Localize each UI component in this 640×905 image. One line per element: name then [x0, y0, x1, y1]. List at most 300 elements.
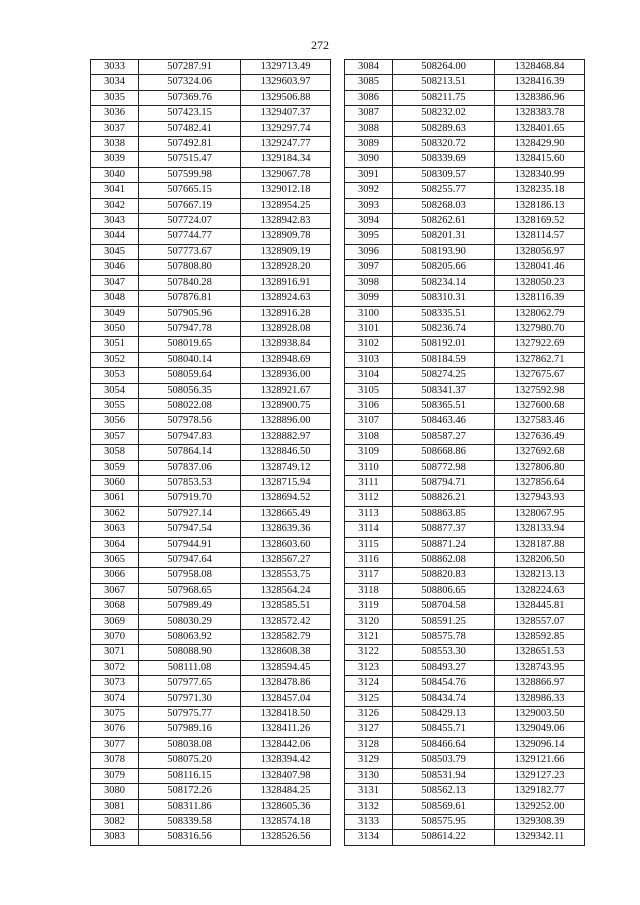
- table-row: [345, 306, 585, 321]
- table-row: [345, 106, 585, 121]
- point-number-cell: 3100: [345, 306, 393, 321]
- point-number-cell: 3102: [345, 337, 393, 352]
- y-coordinate-cell: 1329342.11: [495, 830, 585, 845]
- x-coordinate-cell: 508862.08: [393, 553, 495, 568]
- table-row: [345, 152, 585, 167]
- y-coordinate-cell: 1328936.00: [241, 368, 331, 383]
- x-coordinate-cell: 507958.08: [139, 568, 241, 583]
- y-coordinate-cell: 1328484.25: [241, 784, 331, 799]
- y-coordinate-cell: 1327600.68: [495, 398, 585, 413]
- y-coordinate-cell: 1329603.97: [241, 75, 331, 90]
- point-number-cell: 3134: [345, 830, 393, 845]
- table-row: [345, 583, 585, 598]
- x-coordinate-cell: 508668.86: [393, 445, 495, 460]
- x-coordinate-cell: 507482.41: [139, 121, 241, 136]
- point-number-cell: 3107: [345, 414, 393, 429]
- table-row: [91, 321, 331, 336]
- x-coordinate-cell: 507492.81: [139, 137, 241, 152]
- point-number-cell: 3076: [91, 722, 139, 737]
- point-number-cell: 3060: [91, 475, 139, 490]
- table-row: [345, 214, 585, 229]
- y-coordinate-cell: 1328050.23: [495, 275, 585, 290]
- y-coordinate-cell: 1328942.83: [241, 214, 331, 229]
- point-number-cell: 3034: [91, 75, 139, 90]
- table-row: [345, 707, 585, 722]
- y-coordinate-cell: 1328340.99: [495, 167, 585, 182]
- y-coordinate-cell: 1328564.24: [241, 583, 331, 598]
- y-coordinate-cell: 1328133.94: [495, 522, 585, 537]
- point-number-cell: 3074: [91, 691, 139, 706]
- x-coordinate-cell: 508040.14: [139, 352, 241, 367]
- x-coordinate-cell: 508268.03: [393, 198, 495, 213]
- x-coordinate-cell: 507369.76: [139, 90, 241, 105]
- table-row: [345, 722, 585, 737]
- point-number-cell: 3051: [91, 337, 139, 352]
- x-coordinate-cell: 508030.29: [139, 614, 241, 629]
- point-number-cell: 3064: [91, 537, 139, 552]
- x-coordinate-cell: 507927.14: [139, 506, 241, 521]
- table-row: [345, 121, 585, 136]
- table-row: [91, 137, 331, 152]
- table-row: [91, 214, 331, 229]
- point-number-cell: 3065: [91, 553, 139, 568]
- point-number-cell: 3086: [345, 90, 393, 105]
- x-coordinate-cell: 507947.64: [139, 553, 241, 568]
- table-row: [345, 383, 585, 398]
- table-row: [345, 614, 585, 629]
- y-coordinate-cell: 1329012.18: [241, 183, 331, 198]
- y-coordinate-cell: 1328900.75: [241, 398, 331, 413]
- point-number-cell: 3050: [91, 321, 139, 336]
- point-number-cell: 3049: [91, 306, 139, 321]
- x-coordinate-cell: 508820.83: [393, 568, 495, 583]
- y-coordinate-cell: 1328909.78: [241, 229, 331, 244]
- point-number-cell: 3070: [91, 630, 139, 645]
- y-coordinate-cell: 1328411.26: [241, 722, 331, 737]
- table-row: [91, 445, 331, 460]
- point-number-cell: 3047: [91, 275, 139, 290]
- table-row: [345, 753, 585, 768]
- x-coordinate-cell: 508365.51: [393, 398, 495, 413]
- x-coordinate-cell: 507864.14: [139, 445, 241, 460]
- y-coordinate-cell: 1328594.45: [241, 660, 331, 675]
- point-number-cell: 3105: [345, 383, 393, 398]
- table-row: [91, 691, 331, 706]
- x-coordinate-cell: 508201.31: [393, 229, 495, 244]
- x-coordinate-cell: 508562.13: [393, 784, 495, 799]
- y-coordinate-cell: 1328938.84: [241, 337, 331, 352]
- point-number-cell: 3084: [345, 60, 393, 75]
- table-row: [91, 398, 331, 413]
- y-coordinate-cell: 1328896.00: [241, 414, 331, 429]
- point-number-cell: 3132: [345, 799, 393, 814]
- y-coordinate-cell: 1328567.27: [241, 553, 331, 568]
- x-coordinate-cell: 508871.24: [393, 537, 495, 552]
- x-coordinate-cell: 507978.56: [139, 414, 241, 429]
- point-number-cell: 3114: [345, 522, 393, 537]
- table-row: [345, 291, 585, 306]
- table-row: [345, 522, 585, 537]
- table-row: [345, 830, 585, 845]
- y-coordinate-cell: 1328235.18: [495, 183, 585, 198]
- x-coordinate-cell: 508794.71: [393, 475, 495, 490]
- x-coordinate-cell: 508826.21: [393, 491, 495, 506]
- table-row: [91, 260, 331, 275]
- point-number-cell: 3116: [345, 553, 393, 568]
- x-coordinate-cell: 507837.06: [139, 460, 241, 475]
- x-coordinate-cell: 508274.25: [393, 368, 495, 383]
- y-coordinate-cell: 1328582.79: [241, 630, 331, 645]
- table-row: [91, 707, 331, 722]
- y-coordinate-cell: 1328114.57: [495, 229, 585, 244]
- point-number-cell: 3122: [345, 645, 393, 660]
- x-coordinate-cell: 508309.57: [393, 167, 495, 182]
- x-coordinate-cell: 508213.51: [393, 75, 495, 90]
- table-row: [91, 306, 331, 321]
- point-number-cell: 3104: [345, 368, 393, 383]
- table-row: [91, 337, 331, 352]
- x-coordinate-cell: 508262.61: [393, 214, 495, 229]
- y-coordinate-cell: 1328186.13: [495, 198, 585, 213]
- y-coordinate-cell: 1329247.77: [241, 137, 331, 152]
- y-coordinate-cell: 1328921.67: [241, 383, 331, 398]
- table-row: [345, 768, 585, 783]
- table-row: [345, 244, 585, 259]
- x-coordinate-cell: 508877.37: [393, 522, 495, 537]
- table-row: [91, 244, 331, 259]
- y-coordinate-cell: 1328213.13: [495, 568, 585, 583]
- table-row: [345, 814, 585, 829]
- point-number-cell: 3089: [345, 137, 393, 152]
- y-coordinate-cell: 1328416.39: [495, 75, 585, 90]
- point-number-cell: 3075: [91, 707, 139, 722]
- x-coordinate-cell: 508553.30: [393, 645, 495, 660]
- x-coordinate-cell: 508059.64: [139, 368, 241, 383]
- y-coordinate-cell: 1329096.14: [495, 737, 585, 752]
- point-number-cell: 3121: [345, 630, 393, 645]
- point-number-cell: 3109: [345, 445, 393, 460]
- x-coordinate-cell: 508772.98: [393, 460, 495, 475]
- point-number-cell: 3095: [345, 229, 393, 244]
- table-row: [91, 784, 331, 799]
- y-coordinate-cell: 1328866.97: [495, 676, 585, 691]
- y-coordinate-cell: 1327862.71: [495, 352, 585, 367]
- point-number-cell: 3071: [91, 645, 139, 660]
- x-coordinate-cell: 508236.74: [393, 321, 495, 336]
- x-coordinate-cell: 507944.91: [139, 537, 241, 552]
- y-coordinate-cell: 1328605.36: [241, 799, 331, 814]
- table-row: [91, 90, 331, 105]
- table-row: [91, 660, 331, 675]
- x-coordinate-cell: 508575.95: [393, 814, 495, 829]
- table-row: [345, 553, 585, 568]
- table-row: [91, 830, 331, 845]
- x-coordinate-cell: 508184.59: [393, 352, 495, 367]
- y-coordinate-cell: 1327592.98: [495, 383, 585, 398]
- point-number-cell: 3112: [345, 491, 393, 506]
- x-coordinate-cell: 508211.75: [393, 90, 495, 105]
- table-row: [91, 737, 331, 752]
- y-coordinate-cell: 1328954.25: [241, 198, 331, 213]
- point-number-cell: 3035: [91, 90, 139, 105]
- table-row: [91, 568, 331, 583]
- table-row: [345, 445, 585, 460]
- y-coordinate-cell: 1327856.64: [495, 475, 585, 490]
- x-coordinate-cell: 507808.80: [139, 260, 241, 275]
- y-coordinate-cell: 1329713.49: [241, 60, 331, 75]
- point-number-cell: 3048: [91, 291, 139, 306]
- y-coordinate-cell: 1328694.52: [241, 491, 331, 506]
- x-coordinate-cell: 508339.69: [393, 152, 495, 167]
- x-coordinate-cell: 508575.78: [393, 630, 495, 645]
- point-number-cell: 3123: [345, 660, 393, 675]
- x-coordinate-cell: 507773.67: [139, 244, 241, 259]
- x-coordinate-cell: 508075.20: [139, 753, 241, 768]
- x-coordinate-cell: 508863.85: [393, 506, 495, 521]
- coordinates-table-left: [90, 59, 331, 846]
- x-coordinate-cell: 508531.94: [393, 768, 495, 783]
- x-coordinate-cell: 507665.15: [139, 183, 241, 198]
- table-row: [345, 398, 585, 413]
- table-row: [345, 414, 585, 429]
- point-number-cell: 3057: [91, 429, 139, 444]
- y-coordinate-cell: 1328651.53: [495, 645, 585, 660]
- point-number-cell: 3046: [91, 260, 139, 275]
- y-coordinate-cell: 1328116.39: [495, 291, 585, 306]
- table-row: [345, 275, 585, 290]
- point-number-cell: 3129: [345, 753, 393, 768]
- y-coordinate-cell: 1328715.94: [241, 475, 331, 490]
- y-coordinate-cell: 1327692.68: [495, 445, 585, 460]
- y-coordinate-cell: 1328592.85: [495, 630, 585, 645]
- point-number-cell: 3091: [345, 167, 393, 182]
- y-coordinate-cell: 1328639.36: [241, 522, 331, 537]
- x-coordinate-cell: 507971.30: [139, 691, 241, 706]
- y-coordinate-cell: 1329067.78: [241, 167, 331, 182]
- y-coordinate-cell: 1329184.34: [241, 152, 331, 167]
- point-number-cell: 3058: [91, 445, 139, 460]
- point-number-cell: 3069: [91, 614, 139, 629]
- point-number-cell: 3111: [345, 475, 393, 490]
- y-coordinate-cell: 1329297.74: [241, 121, 331, 136]
- point-number-cell: 3110: [345, 460, 393, 475]
- point-number-cell: 3062: [91, 506, 139, 521]
- x-coordinate-cell: 508056.35: [139, 383, 241, 398]
- table-row: [345, 784, 585, 799]
- y-coordinate-cell: 1328585.51: [241, 599, 331, 614]
- table-row: [345, 321, 585, 336]
- table-row: [91, 121, 331, 136]
- y-coordinate-cell: 1328846.50: [241, 445, 331, 460]
- y-coordinate-cell: 1328743.95: [495, 660, 585, 675]
- x-coordinate-cell: 508234.14: [393, 275, 495, 290]
- table-row: [91, 814, 331, 829]
- point-number-cell: 3085: [345, 75, 393, 90]
- table-row: [91, 291, 331, 306]
- x-coordinate-cell: 508493.27: [393, 660, 495, 675]
- point-number-cell: 3117: [345, 568, 393, 583]
- x-coordinate-cell: 508116.15: [139, 768, 241, 783]
- point-number-cell: 3106: [345, 398, 393, 413]
- x-coordinate-cell: 507287.91: [139, 60, 241, 75]
- y-coordinate-cell: 1328383.78: [495, 106, 585, 121]
- x-coordinate-cell: 507968.65: [139, 583, 241, 598]
- y-coordinate-cell: 1329407.37: [241, 106, 331, 121]
- table-row: [91, 522, 331, 537]
- x-coordinate-cell: 508335.51: [393, 306, 495, 321]
- y-coordinate-cell: 1328457.04: [241, 691, 331, 706]
- x-coordinate-cell: 507744.77: [139, 229, 241, 244]
- y-coordinate-cell: 1328928.08: [241, 321, 331, 336]
- point-number-cell: 3081: [91, 799, 139, 814]
- x-coordinate-cell: 508587.27: [393, 429, 495, 444]
- point-number-cell: 3120: [345, 614, 393, 629]
- table-row: [91, 275, 331, 290]
- point-number-cell: 3078: [91, 753, 139, 768]
- y-coordinate-cell: 1328574.18: [241, 814, 331, 829]
- table-row: [91, 460, 331, 475]
- table-row: [345, 90, 585, 105]
- table-row: [91, 753, 331, 768]
- point-number-cell: 3118: [345, 583, 393, 598]
- x-coordinate-cell: 508232.02: [393, 106, 495, 121]
- point-number-cell: 3099: [345, 291, 393, 306]
- y-coordinate-cell: 1328909.19: [241, 244, 331, 259]
- y-coordinate-cell: 1328924.63: [241, 291, 331, 306]
- x-coordinate-cell: 507989.16: [139, 722, 241, 737]
- x-coordinate-cell: 508310.31: [393, 291, 495, 306]
- point-number-cell: 3039: [91, 152, 139, 167]
- x-coordinate-cell: 508429.13: [393, 707, 495, 722]
- y-coordinate-cell: 1328526.56: [241, 830, 331, 845]
- point-number-cell: 3053: [91, 368, 139, 383]
- point-number-cell: 3108: [345, 429, 393, 444]
- y-coordinate-cell: 1329121.66: [495, 753, 585, 768]
- table-row: [345, 337, 585, 352]
- table-row: [91, 75, 331, 90]
- y-coordinate-cell: 1328572.42: [241, 614, 331, 629]
- y-coordinate-cell: 1328401.65: [495, 121, 585, 136]
- x-coordinate-cell: 507853.53: [139, 475, 241, 490]
- y-coordinate-cell: 1328603.60: [241, 537, 331, 552]
- y-coordinate-cell: 1328916.91: [241, 275, 331, 290]
- y-coordinate-cell: 1327675.67: [495, 368, 585, 383]
- y-coordinate-cell: 1328442.06: [241, 737, 331, 752]
- x-coordinate-cell: 507423.15: [139, 106, 241, 121]
- x-coordinate-cell: 508591.25: [393, 614, 495, 629]
- x-coordinate-cell: 507905.96: [139, 306, 241, 321]
- y-coordinate-cell: 1327636.49: [495, 429, 585, 444]
- point-number-cell: 3056: [91, 414, 139, 429]
- y-coordinate-cell: 1328916.28: [241, 306, 331, 321]
- table-row: [345, 75, 585, 90]
- point-number-cell: 3125: [345, 691, 393, 706]
- table-row: [345, 260, 585, 275]
- point-number-cell: 3097: [345, 260, 393, 275]
- table-row: [91, 553, 331, 568]
- point-number-cell: 3072: [91, 660, 139, 675]
- y-coordinate-cell: 1329506.88: [241, 90, 331, 105]
- y-coordinate-cell: 1328986.33: [495, 691, 585, 706]
- x-coordinate-cell: 507947.83: [139, 429, 241, 444]
- y-coordinate-cell: 1328041.46: [495, 260, 585, 275]
- y-coordinate-cell: 1328478.86: [241, 676, 331, 691]
- y-coordinate-cell: 1328062.79: [495, 306, 585, 321]
- table-row: [345, 229, 585, 244]
- point-number-cell: 3037: [91, 121, 139, 136]
- table-row: [345, 660, 585, 675]
- point-number-cell: 3042: [91, 198, 139, 213]
- point-number-cell: 3041: [91, 183, 139, 198]
- x-coordinate-cell: 507989.49: [139, 599, 241, 614]
- y-coordinate-cell: 1328407.98: [241, 768, 331, 783]
- coordinates-table-right: [344, 59, 585, 846]
- table-row: [91, 583, 331, 598]
- y-coordinate-cell: 1328749.12: [241, 460, 331, 475]
- y-coordinate-cell: 1328665.49: [241, 506, 331, 521]
- point-number-cell: 3119: [345, 599, 393, 614]
- y-coordinate-cell: 1329182.77: [495, 784, 585, 799]
- table-row: [345, 167, 585, 182]
- table-row: [345, 691, 585, 706]
- x-coordinate-cell: 508205.66: [393, 260, 495, 275]
- y-coordinate-cell: 1329003.50: [495, 707, 585, 722]
- table-row: [345, 537, 585, 552]
- x-coordinate-cell: 507977.65: [139, 676, 241, 691]
- point-number-cell: 3061: [91, 491, 139, 506]
- y-coordinate-cell: 1328445.81: [495, 599, 585, 614]
- y-coordinate-cell: 1328882.97: [241, 429, 331, 444]
- x-coordinate-cell: 508088.90: [139, 645, 241, 660]
- point-number-cell: 3068: [91, 599, 139, 614]
- y-coordinate-cell: 1328067.95: [495, 506, 585, 521]
- point-number-cell: 3090: [345, 152, 393, 167]
- x-coordinate-cell: 508019.65: [139, 337, 241, 352]
- x-coordinate-cell: 507840.28: [139, 275, 241, 290]
- x-coordinate-cell: 508320.72: [393, 137, 495, 152]
- x-coordinate-cell: 508289.63: [393, 121, 495, 136]
- y-coordinate-cell: 1328206.50: [495, 553, 585, 568]
- table-row: [345, 676, 585, 691]
- table-row: [91, 106, 331, 121]
- table-row: [91, 475, 331, 490]
- x-coordinate-cell: 507515.47: [139, 152, 241, 167]
- y-coordinate-cell: 1328394.42: [241, 753, 331, 768]
- point-number-cell: 3080: [91, 784, 139, 799]
- x-coordinate-cell: 508111.08: [139, 660, 241, 675]
- table-row: [91, 799, 331, 814]
- point-number-cell: 3044: [91, 229, 139, 244]
- x-coordinate-cell: 508454.76: [393, 676, 495, 691]
- point-number-cell: 3033: [91, 60, 139, 75]
- table-row: [91, 768, 331, 783]
- y-coordinate-cell: 1328948.69: [241, 352, 331, 367]
- table-row: [345, 368, 585, 383]
- table-row: [91, 152, 331, 167]
- point-number-cell: 3127: [345, 722, 393, 737]
- table-row: [91, 491, 331, 506]
- point-number-cell: 3052: [91, 352, 139, 367]
- y-coordinate-cell: 1328608.38: [241, 645, 331, 660]
- x-coordinate-cell: 508038.08: [139, 737, 241, 752]
- y-coordinate-cell: 1328169.52: [495, 214, 585, 229]
- table-row: [345, 645, 585, 660]
- y-coordinate-cell: 1328429.90: [495, 137, 585, 152]
- table-row: [91, 645, 331, 660]
- y-coordinate-cell: 1328557.07: [495, 614, 585, 629]
- table-row: [91, 630, 331, 645]
- point-number-cell: 3036: [91, 106, 139, 121]
